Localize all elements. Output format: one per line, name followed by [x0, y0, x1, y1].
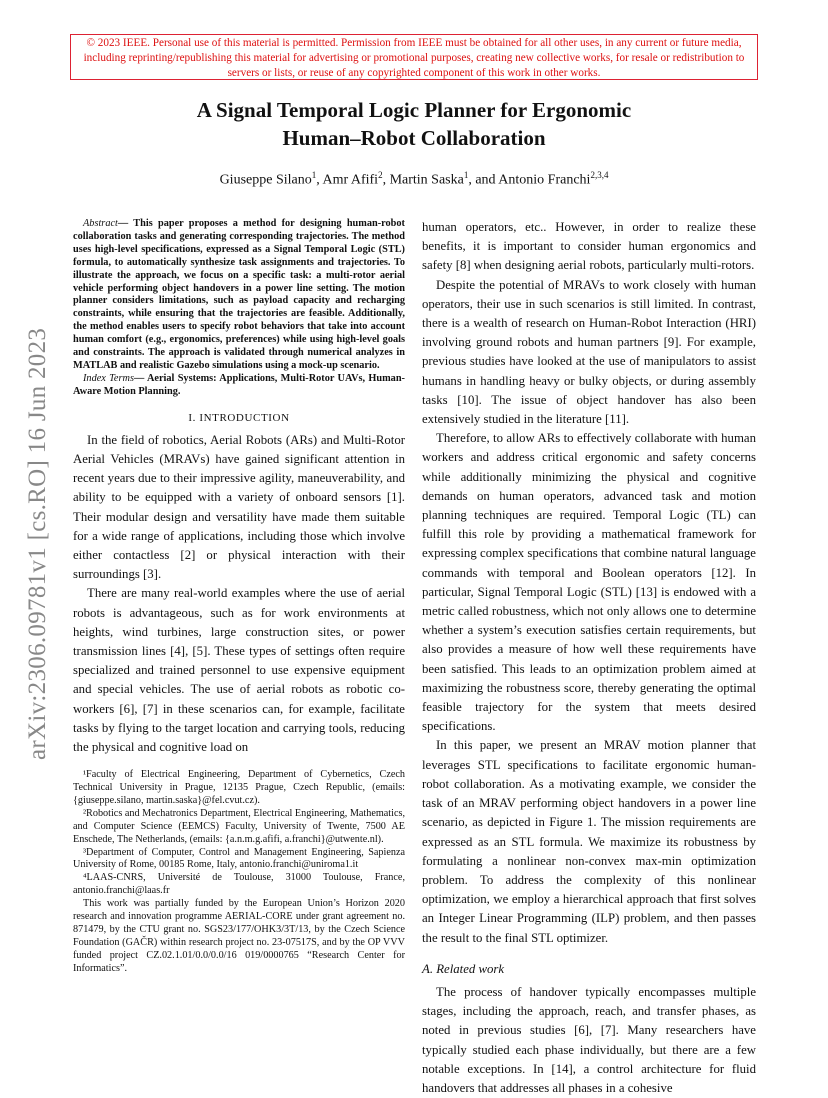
author-name: Giuseppe Silano [219, 172, 312, 188]
author-affiliation: 1 [463, 170, 469, 180]
footnote: ¹Faculty of Electrical Engineering, Department of Cybernetics, Czech Technical University in Prague, 12135 Prague, Czech Republic, (emails: {giuseppe.silano, martin.saska}@fel.cvut.cz). [73, 769, 405, 806]
paper-title [100, 96, 728, 152]
body-paragraph: Despite the potential of MRAVs to work closely with human operators, their use in such scenarios is still limited. In contrast, there is a wealth of research on Human-Robot Interaction (HRI) involving ground robots and human partners [9]. For example, previous studies have looked at the use of manipulators to assist humans in handling heavy or bulky objects, or during assembly tasks [10]. The issue of object handover has also been extensively studied in the literature [11]. [422, 277, 756, 427]
copyright-notice: © 2023 IEEE. Personal use of this material is permitted. Permission from IEEE must be obtained for all other uses, in any current or future media, including reprinting/republishing this material for advertising or promotional purposes, creating new collective works, for resale or redistribution to servers or lists, or reuse of any copyrighted component of this work in other works. [70, 34, 758, 80]
body-paragraph: The process of handover typically encompasses multiple stages, including the approach, reach, and transfer phases, as noted in previous studies [6], [7]. Many researchers have typically studied each phase individually, but there are a few notable exceptions. In [14], a control architecture for fluid handovers that addresses all phases in a cohesive [422, 984, 756, 1095]
index-terms [73, 373, 405, 399]
author-affiliation: 2,3,4 [590, 170, 609, 180]
footnotes [73, 769, 405, 976]
author-affiliation: 2 [378, 170, 383, 180]
author-name: Antonio Franchi [498, 172, 591, 188]
abstract-label: Abstract [83, 218, 118, 229]
title-line-2: Human–Robot Collaboration [282, 126, 546, 150]
author-affiliation: 1 [311, 170, 317, 180]
body-paragraph: In this paper, we present an MRAV motion planner that leverages STL specifications to facilitate ergonomic human-robot collaboration. As a motivating example, we consider the task of an MRAV performing object handovers in a power line scenario, as depicted in Figure 1. The mission requirements are expressed as an STL formula. We maximize its robustness by formulating a nonlinear non-convex max-min optimization problem. To address the complexity of this nonlinear optimization, we employ a hierarchical approach that first solves an Integer Linear Programming (ILP) problem, and then passes the result to the final STL optimizer. [422, 738, 756, 945]
footnote: ⁴LAAS-CNRS, Université de Toulouse, 31000 Toulouse, France, antonio.franchi@laas.fr [73, 872, 405, 897]
abstract [73, 218, 405, 373]
abstract-text: — This paper proposes a method for designing human-robot collaboration tasks and generating corresponding trajectories. The method uses high-level specifications, expressed as a Signal Temporal Logic (STL) formula, to automatically synthesize task assignments and trajectories. To illustrate the approach, we focus on a specific task: a multi-rotor aerial vehicle performing object handovers in a power line setting. The motion planner considers limitations, such as payload capacity and recharging constraints, while ensuring that the trajectories are feasible. Additionally, the method enables users to specify robot behaviors that take into account human comfort (e.g., ergonomics, preferences) while using high-level goals and constraints. The approach is validated through numerical analyzes in MATLAB and realistic Gazebo simulations using a mock-up scenario. [73, 218, 405, 371]
section-heading-introduction: I. INTRODUCTION [188, 411, 290, 424]
footnote: ³Department of Computer, Control and Management Engineering, Sapienza University of Rome, 00185 Rome, Italy, antonio.franchi@uniroma1.it [73, 846, 405, 871]
footnote-funding: This work was partially funded by the European Union’s Horizon 2020 research and innovation programme AERIAL-CORE under grant agreement no. 871479, by the CTU grant no. SGS23/177/OHK3/3T/13, by the Czech Science Foundation (GAČR) within research project no. 23-07517S, and by the OP VVV funded project CZ.02.1.01/0.0/0.0/16 019/0000765 “Research Center for Informatics”. [73, 898, 405, 974]
right-column [422, 218, 756, 1098]
index-terms-label: Index Terms [83, 372, 134, 384]
title-line-1: A Signal Temporal Logic Planner for Ergonomic [196, 98, 632, 122]
author-name: Amr Afifi [322, 172, 379, 188]
arxiv-stamp: arXiv:2306.09781v1 [cs.RO] 16 Jun 2023 [24, 327, 51, 760]
footnote: ²Robotics and Mechatronics Department, Electrical Engineering, Mathematics, and Computer Science (EEMCS) Faculty, University of Twente, 7500 AE Enschede, The Netherlands, (emails: {a.n.m.g.afifi, a.franchi}@utwente.nl). [73, 807, 405, 845]
body-paragraph: There are many real-world examples where the use of aerial robots is advantageous, such as for work environments at heights, wind turbines, large construction sites, or power transmission lines [4], [5]. These types of settings often require specialized and trained personnel to use expensive equipment and special vehicles. The use of aerial robots as robotic co-workers [6], [7] in these scenarios can, for example, facilitate tasks by flying to the target location and carrying tools, reducing the physical and cognitive load on [73, 586, 405, 754]
body-paragraph: human operators, etc.. However, in order to realize these benefits, it is important to consider human ergonomics and safety [8] when designing aerial robots, particularly multi-rotors. [422, 220, 756, 273]
body-paragraph: In the field of robotics, Aerial Robots (ARs) and Multi-Rotor Aerial Vehicles (MRAVs) have gained significant attention in recent years due to their impressive agility, maneuverability, and ability to be equipped with a variety of onboard sensors [1]. Their modular design and versatility have made them suitable for a wide range of applications, including those which involve either contactless [2] or physical interaction with their surroundings [3]. [73, 432, 405, 582]
left-column [73, 218, 405, 976]
index-terms-text: — Aerial Systems: Applications, Multi-Rotor UAVs, Human-Aware Motion Planning. [73, 372, 405, 397]
author-list: Giuseppe Silano$^1$, Amr Afifi$^2$, Martin Saska$^1$, and Antonio Franchi$^{2,3,4}$ [219, 170, 609, 188]
author-name: Martin Saska [389, 172, 464, 188]
subsection-heading-related-work: A. Related work [422, 961, 505, 976]
body-paragraph: Therefore, to allow ARs to effectively collaborate with human workers and address critical ergonomic and safety concerns while additionally minimizing the physical and cognitive demands on human operators, advanced task and motion planning techniques are required. Temporal Logic (TL) can fulfill this role by providing a mathematical framework for expressing complex specifications that combine natural language commands with temporal and Boolean operators [12]. In particular, Signal Temporal Logic (STL) [13] is endowed with a metric called robustness, which not only allows one to determine whether a system’s execution satisfies certain requirements, but also provides a measure of how well these requirements have been satisfied. This leads to an optimization problem aimed at maximizing the robustness score, thereby generating the optimal feasible trajectory for the system that meets desired specifications. [422, 431, 756, 734]
